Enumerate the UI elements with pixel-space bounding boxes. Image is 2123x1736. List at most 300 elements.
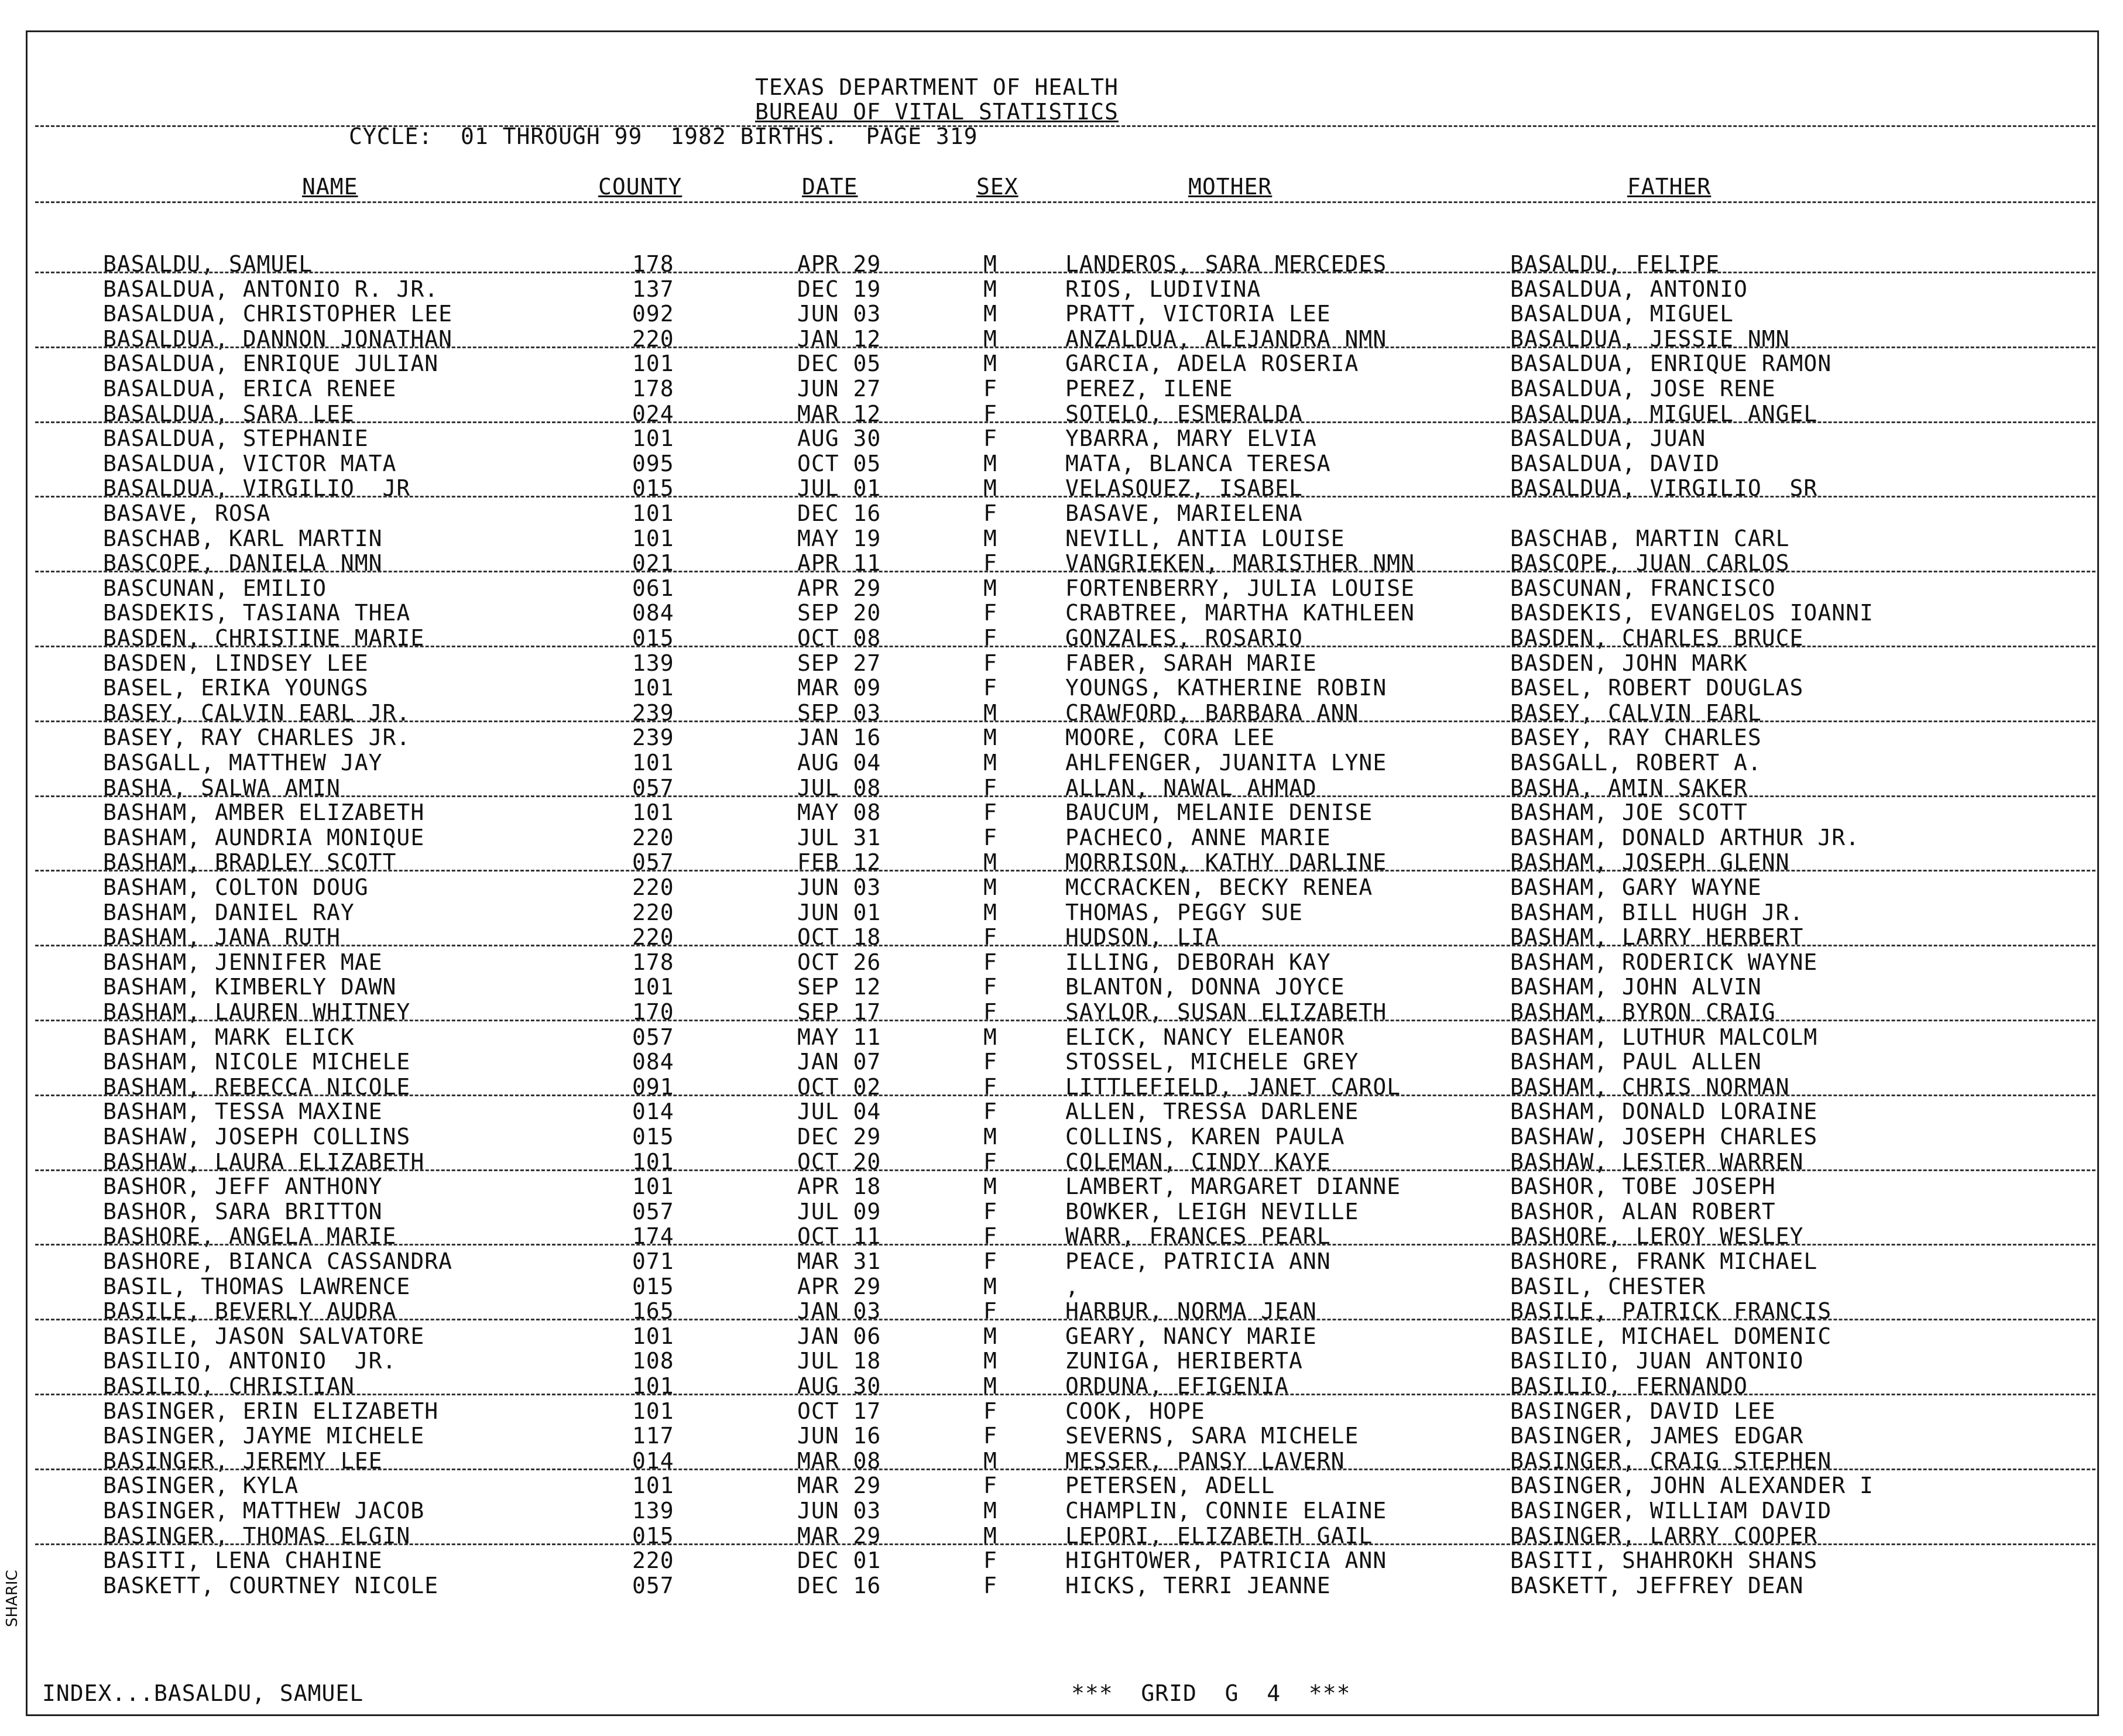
table-row [0, 1324, 2123, 1349]
cell-name: BASHAM, BRADLEY SCOTT [103, 849, 397, 876]
cell-county: 220 [632, 899, 674, 925]
cell-county: 139 [632, 1498, 674, 1524]
column-header-county: COUNTY [598, 174, 682, 200]
table-row [0, 1274, 2123, 1299]
cell-sex: F [983, 1248, 997, 1274]
cell-father: BASHAM, GARY WAYNE [1510, 874, 1762, 900]
cell-mother: WARR, FRANCES PEARL [1065, 1223, 1331, 1250]
cell-name: BASALDUA, CHRISTOPHER LEE [103, 301, 452, 327]
cell-sex: M [983, 1174, 997, 1200]
footer-grid: *** GRID G 4 *** [1071, 1680, 1351, 1706]
cell-father: BASDEKIS, EVANGELOS IOANNI [1510, 600, 1874, 626]
cell-name: BASINGER, ERIN ELIZABETH [103, 1398, 439, 1424]
cell-mother: PETERSEN, ADELL [1065, 1473, 1275, 1499]
cell-name: BASHAM, REBECCA NICOLE [103, 1073, 411, 1100]
cell-county: 057 [632, 1198, 674, 1224]
cell-mother: BLANTON, DONNA JOYCE [1065, 974, 1345, 1000]
cell-father: BASILE, PATRICK FRANCIS [1510, 1298, 1832, 1325]
cell-sex: M [983, 1522, 997, 1549]
cell-sex: F [983, 550, 997, 577]
cell-date: FEB 12 [797, 849, 882, 876]
cell-mother: AHLFENGER, JUANITA LYNE [1065, 750, 1387, 776]
cell-date: JUL 18 [797, 1348, 882, 1374]
cell-sex: M [983, 1323, 997, 1349]
cell-mother: COOK, HOPE [1065, 1398, 1205, 1424]
table-row [0, 800, 2123, 825]
cell-sex: F [983, 1572, 997, 1598]
table-row [0, 451, 2123, 476]
table-row [0, 1423, 2123, 1448]
cell-sex: M [983, 899, 997, 925]
cell-sex: F [983, 974, 997, 1000]
cell-date: JUN 03 [797, 874, 882, 900]
cell-name: BASHOR, SARA BRITTON [103, 1198, 383, 1224]
cell-mother: LITTLEFIELD, JANET CAROL [1065, 1073, 1401, 1100]
cell-father: BASHAM, JOHN ALVIN [1510, 974, 1762, 1000]
cell-father: BASHAM, JOE SCOTT [1510, 800, 1748, 826]
cell-mother: HUDSON, LIA [1065, 924, 1219, 951]
cell-date: APR 11 [797, 550, 882, 577]
cell-county: 117 [632, 1423, 674, 1449]
cell-date: MAY 19 [797, 525, 882, 551]
cell-father: BASHAM, PAUL ALLEN [1510, 1049, 1762, 1075]
cell-father: BASHAW, JOSEPH CHARLES [1510, 1124, 1818, 1150]
cell-sex: F [983, 800, 997, 826]
cell-county: 101 [632, 1323, 674, 1349]
cell-sex: F [983, 1298, 997, 1325]
cell-father: BASHAM, CHRIS NORMAN [1510, 1073, 1790, 1100]
table-row [0, 1498, 2123, 1523]
cell-sex: F [983, 1049, 997, 1075]
cell-sex: F [983, 924, 997, 951]
cell-name: BASHAM, DANIEL RAY [103, 899, 355, 925]
cell-father: BASHORE, FRANK MICHAEL [1510, 1248, 1818, 1274]
cell-father: BASHAM, JOSEPH GLENN [1510, 849, 1790, 876]
cell-name: BASEY, RAY CHARLES JR. [103, 725, 411, 751]
cell-county: 220 [632, 924, 674, 951]
cell-sex: M [983, 1348, 997, 1374]
cell-county: 101 [632, 500, 674, 526]
cell-father: BASHORE, LEROY WESLEY [1510, 1223, 1804, 1250]
cell-name: BASAVE, ROSA [103, 500, 271, 526]
cell-name: BASEY, CALVIN EARL JR. [103, 699, 411, 726]
cell-mother: ILLING, DEBORAH KAY [1065, 949, 1331, 975]
cell-father: BASHAM, DONALD ARTHUR JR. [1510, 824, 1860, 850]
cell-sex: F [983, 376, 997, 402]
cell-mother: CRABTREE, MARTHA KATHLEEN [1065, 600, 1415, 626]
table-row [0, 1473, 2123, 1498]
cell-mother: FORTENBERRY, JULIA LOUISE [1065, 575, 1415, 601]
cell-sex: F [983, 650, 997, 676]
cell-name: BASHAM, AUNDRIA MONIQUE [103, 824, 425, 850]
cell-mother: GARCIA, ADELA ROSERIA [1065, 351, 1359, 377]
cell-date: DEC 29 [797, 1124, 882, 1150]
cell-county: 178 [632, 251, 674, 277]
cell-father: BASHA, AMIN SAKER [1510, 774, 1748, 801]
cell-county: 101 [632, 1174, 674, 1200]
cell-date: APR 29 [797, 1273, 882, 1299]
cell-name: BASEL, ERIKA YOUNGS [103, 675, 369, 701]
cell-date: JAN 12 [797, 325, 882, 352]
row-separator [35, 1469, 2095, 1470]
table-row [0, 825, 2123, 850]
cell-date: JUL 09 [797, 1198, 882, 1224]
cell-father: BASHAM, BYRON CRAIG [1510, 999, 1776, 1025]
cell-mother: LEPORI, ELIZABETH GAIL [1065, 1522, 1373, 1549]
cell-county: 014 [632, 1447, 674, 1474]
cell-county: 071 [632, 1248, 674, 1274]
cell-mother: GEARY, NANCY MARIE [1065, 1323, 1317, 1349]
footer-index: INDEX...BASALDU, SAMUEL [42, 1680, 364, 1706]
cell-county: 101 [632, 974, 674, 1000]
cell-mother: BASAVE, MARIELENA [1065, 500, 1303, 526]
cell-sex: F [983, 1073, 997, 1100]
cell-date: DEC 16 [797, 500, 882, 526]
cell-date: AUG 30 [797, 1373, 882, 1399]
cell-date: JAN 07 [797, 1049, 882, 1075]
cell-father: BASEY, RAY CHARLES [1510, 725, 1762, 751]
cell-mother: YOUNGS, KATHERINE ROBIN [1065, 675, 1387, 701]
table-row [0, 1349, 2123, 1373]
cell-date: MAR 31 [797, 1248, 882, 1274]
table-row [0, 725, 2123, 750]
cell-county: 101 [632, 1398, 674, 1424]
cell-date: JUL 31 [797, 824, 882, 850]
cell-mother: ZUNIGA, HERIBERTA [1065, 1348, 1303, 1374]
header-bureau: BUREAU OF VITAL STATISTICS [755, 99, 1119, 125]
cell-name: BASHORE, ANGELA MARIE [103, 1223, 397, 1250]
cell-sex: M [983, 325, 997, 352]
cell-name: BASALDUA, DANNON JONATHAN [103, 325, 452, 352]
cell-mother: SEVERNS, SARA MICHELE [1065, 1423, 1359, 1449]
cell-date: MAR 08 [797, 1447, 882, 1474]
cell-county: 057 [632, 1024, 674, 1050]
cell-name: BASHAW, JOSEPH COLLINS [103, 1124, 411, 1150]
cell-county: 101 [632, 675, 674, 701]
cell-county: 015 [632, 625, 674, 651]
cell-sex: F [983, 625, 997, 651]
table-row [0, 1548, 2123, 1573]
cell-mother: HARBUR, NORMA JEAN [1065, 1298, 1317, 1325]
cell-father: BASINGER, JOHN ALEXANDER I [1510, 1473, 1874, 1499]
cell-father: BASALDUA, MIGUEL [1510, 301, 1734, 327]
cell-name: BASALDUA, VICTOR MATA [103, 450, 397, 476]
cell-county: 101 [632, 525, 674, 551]
cell-county: 139 [632, 650, 674, 676]
cell-father: BASHAM, DONALD LORAINE [1510, 1099, 1818, 1125]
cell-county: 101 [632, 1373, 674, 1399]
cell-date: OCT 26 [797, 949, 882, 975]
cell-county: 015 [632, 1273, 674, 1299]
cell-name: BASHOR, JEFF ANTHONY [103, 1174, 383, 1200]
cell-date: OCT 17 [797, 1398, 882, 1424]
row-separator [35, 870, 2095, 872]
cell-mother: MESSER, PANSY LAVERN [1065, 1447, 1345, 1474]
cell-name: BASHA, SALWA AMIN [103, 774, 341, 801]
cell-mother: ANZALDUA, ALEJANDRA NMN [1065, 325, 1387, 352]
table-row [0, 875, 2123, 900]
table-row [0, 675, 2123, 700]
cell-county: 170 [632, 999, 674, 1025]
cell-father: BASALDUA, ENRIQUE RAMON [1510, 351, 1832, 377]
cell-county: 101 [632, 800, 674, 826]
cell-sex: M [983, 276, 997, 302]
cell-mother: ALLEN, TRESSA DARLENE [1065, 1099, 1359, 1125]
cell-county: 101 [632, 1148, 674, 1175]
cell-mother: PRATT, VICTORIA LEE [1065, 301, 1331, 327]
table-row [0, 301, 2123, 326]
cell-mother: STOSSEL, MICHELE GREY [1065, 1049, 1359, 1075]
table-row [0, 900, 2123, 925]
cell-mother: CRAWFORD, BARBARA ANN [1065, 699, 1359, 726]
cell-name: BASCOPE, DANIELA NMN [103, 550, 383, 577]
cell-name: BASALDUA, STEPHANIE [103, 426, 369, 452]
cell-name: BASDEN, LINDSEY LEE [103, 650, 369, 676]
cell-date: OCT 20 [797, 1148, 882, 1175]
cell-name: BASHAM, JANA RUTH [103, 924, 341, 951]
cell-father: BASALDUA, DAVID [1510, 450, 1720, 476]
cell-mother: COLEMAN, CINDY KAYE [1065, 1148, 1331, 1175]
cell-sex: M [983, 251, 997, 277]
cell-sex: F [983, 600, 997, 626]
cell-sex: M [983, 1498, 997, 1524]
cell-county: 220 [632, 325, 674, 352]
row-separator [35, 272, 2095, 273]
header-divider [35, 125, 2095, 127]
cell-name: BASHAM, TESSA MAXINE [103, 1099, 383, 1125]
cell-mother: LANDEROS, SARA MERCEDES [1065, 251, 1387, 277]
cell-name: BASHAM, JENNIFER MAE [103, 949, 383, 975]
column-header-father: FATHER [1627, 174, 1712, 200]
cell-date: APR 29 [797, 575, 882, 601]
cell-mother: PEACE, PATRICIA ANN [1065, 1248, 1331, 1274]
cell-sex: M [983, 1447, 997, 1474]
cell-sex: F [983, 675, 997, 701]
cell-date: OCT 05 [797, 450, 882, 476]
table-row [0, 1049, 2123, 1074]
cell-county: 220 [632, 1548, 674, 1574]
cell-father: BASDEN, JOHN MARK [1510, 650, 1748, 676]
cell-sex: M [983, 301, 997, 327]
cell-sex: M [983, 450, 997, 476]
cell-county: 108 [632, 1348, 674, 1374]
cell-county: 137 [632, 276, 674, 302]
table-row [0, 601, 2123, 625]
cell-sex: M [983, 1024, 997, 1050]
cell-county: 101 [632, 750, 674, 776]
cell-name: BASHAM, COLTON DOUG [103, 874, 369, 900]
cell-mother: ELICK, NANCY ELEANOR [1065, 1024, 1345, 1050]
cell-father: BASEL, ROBERT DOUGLAS [1510, 675, 1804, 701]
cell-county: 101 [632, 426, 674, 452]
table-row [0, 750, 2123, 775]
table-row [0, 1249, 2123, 1274]
cell-mother: RIOS, LUDIVINA [1065, 276, 1261, 302]
cell-sex: M [983, 874, 997, 900]
cell-date: APR 29 [797, 251, 882, 277]
cell-mother: THOMAS, PEGGY SUE [1065, 899, 1303, 925]
cell-father: BASALDUA, JUAN [1510, 426, 1706, 452]
cell-mother: SAYLOR, SUSAN ELIZABETH [1065, 999, 1387, 1025]
table-row [0, 1199, 2123, 1224]
cell-father: BASILIO, JUAN ANTONIO [1510, 1348, 1804, 1374]
cell-father: BASILIO, FERNANDO [1510, 1373, 1748, 1399]
row-separator [35, 1020, 2095, 1021]
cell-mother: COLLINS, KAREN PAULA [1065, 1124, 1345, 1150]
cell-county: 239 [632, 725, 674, 751]
table-row [0, 1573, 2123, 1598]
table-row [0, 1099, 2123, 1124]
cell-father: BASINGER, DAVID LEE [1510, 1398, 1776, 1424]
cell-date: DEC 16 [797, 1572, 882, 1598]
cell-father: BASCHAB, MARTIN CARL [1510, 525, 1790, 551]
row-separator [35, 1095, 2095, 1096]
cell-mother: MOORE, CORA LEE [1065, 725, 1275, 751]
cell-mother: NEVILL, ANTIA LOUISE [1065, 525, 1345, 551]
cell-sex: M [983, 750, 997, 776]
cell-sex: F [983, 1398, 997, 1424]
cell-mother: VELASQUEZ, ISABEL [1065, 475, 1303, 502]
row-separator [35, 721, 2095, 722]
cell-sex: F [983, 500, 997, 526]
cell-father: BASILE, MICHAEL DOMENIC [1510, 1323, 1832, 1349]
cell-father: BASCOPE, JUAN CARLOS [1510, 550, 1790, 577]
cell-county: 101 [632, 1473, 674, 1499]
table-row [0, 277, 2123, 301]
cell-date: OCT 11 [797, 1223, 882, 1250]
cell-name: BASHAM, KIMBERLY DAWN [103, 974, 397, 1000]
cell-date: JUN 27 [797, 376, 882, 402]
cell-name: BASALDUA, VIRGILIO JR [103, 475, 411, 502]
table-row [0, 1025, 2123, 1049]
cell-county: 015 [632, 1522, 674, 1549]
table-row [0, 376, 2123, 401]
cell-sex: F [983, 824, 997, 850]
table-row [0, 426, 2123, 451]
cell-date: JUL 04 [797, 1099, 882, 1125]
cell-father: BASEY, CALVIN EARL [1510, 699, 1762, 726]
cell-name: BASILE, BEVERLY AUDRA [103, 1298, 397, 1325]
cell-name: BASHAM, LAUREN WHITNEY [103, 999, 411, 1025]
row-separator [35, 571, 2095, 572]
cell-father: BASALDU, FELIPE [1510, 251, 1720, 277]
cell-name: BASHAW, LAURA ELIZABETH [103, 1148, 425, 1175]
cell-name: BASALDU, SAMUEL [103, 251, 313, 277]
cell-county: 174 [632, 1223, 674, 1250]
cell-sex: M [983, 1373, 997, 1399]
cell-sex: F [983, 1148, 997, 1175]
cell-name: BASGALL, MATTHEW JAY [103, 750, 383, 776]
cell-father: BASINGER, CRAIG STEPHEN [1510, 1447, 1832, 1474]
cell-county: 220 [632, 824, 674, 850]
cell-sex: F [983, 400, 997, 427]
cell-name: BASINGER, KYLA [103, 1473, 299, 1499]
row-separator [35, 945, 2095, 946]
cell-father: BASALDUA, JOSE RENE [1510, 376, 1776, 402]
cell-father: BASALDUA, VIRGILIO SR [1510, 475, 1818, 502]
cell-father: BASINGER, WILLIAM DAVID [1510, 1498, 1832, 1524]
cell-mother: HICKS, TERRI JEANNE [1065, 1572, 1331, 1598]
cell-county: 092 [632, 301, 674, 327]
cell-date: SEP 12 [797, 974, 882, 1000]
cell-date: JUN 01 [797, 899, 882, 925]
cell-sex: F [983, 1198, 997, 1224]
cell-sex: M [983, 475, 997, 502]
cell-sex: M [983, 725, 997, 751]
cell-county: 024 [632, 400, 674, 427]
cell-father: BASALDUA, ANTONIO [1510, 276, 1748, 302]
cell-sex: F [983, 426, 997, 452]
cell-father: BASDEN, CHARLES BRUCE [1510, 625, 1804, 651]
cell-father: BASKETT, JEFFREY DEAN [1510, 1572, 1804, 1598]
cell-name: BASHAM, NICOLE MICHELE [103, 1049, 411, 1075]
row-separator [35, 346, 2095, 348]
cell-name: BASINGER, JAYME MICHELE [103, 1423, 425, 1449]
cell-name: BASILE, JASON SALVATORE [103, 1323, 425, 1349]
cell-mother: LAMBERT, MARGARET DIANNE [1065, 1174, 1401, 1200]
cell-mother: MORRISON, KATHY DARLINE [1065, 849, 1387, 876]
row-separator [35, 1244, 2095, 1246]
cell-date: JAN 03 [797, 1298, 882, 1325]
cell-sex: M [983, 525, 997, 551]
cell-father: BASHOR, ALAN ROBERT [1510, 1198, 1776, 1224]
table-row [0, 975, 2123, 999]
column-header-divider [35, 201, 2095, 203]
cell-date: AUG 04 [797, 750, 882, 776]
cell-sex: F [983, 1223, 997, 1250]
cell-county: 091 [632, 1073, 674, 1100]
table-row [0, 1174, 2123, 1199]
column-header-mother: MOTHER [1188, 174, 1273, 200]
cell-name: BASINGER, JEREMY LEE [103, 1447, 383, 1474]
cell-date: MAR 29 [797, 1522, 882, 1549]
cell-date: OCT 18 [797, 924, 882, 951]
row-separator [35, 1169, 2095, 1171]
cell-name: BASINGER, MATTHEW JACOB [103, 1498, 425, 1524]
row-separator [35, 646, 2095, 647]
cell-name: BASDEN, CHRISTINE MARIE [103, 625, 425, 651]
row-separator [35, 1394, 2095, 1395]
cell-name: BASITI, LENA CHAHINE [103, 1548, 383, 1574]
cell-county: 084 [632, 600, 674, 626]
side-label: SHARIC [4, 1570, 21, 1627]
cell-sex: F [983, 774, 997, 801]
cell-name: BASKETT, COURTNEY NICOLE [103, 1572, 439, 1598]
cell-date: MAR 09 [797, 675, 882, 701]
cell-county: 165 [632, 1298, 674, 1325]
cell-father: BASGALL, ROBERT A. [1510, 750, 1762, 776]
cell-date: MAR 29 [797, 1473, 882, 1499]
table-row [0, 651, 2123, 675]
cell-father: BASALDUA, JESSIE NMN [1510, 325, 1790, 352]
cell-name: BASALDUA, ERICA RENEE [103, 376, 397, 402]
cell-county: 095 [632, 450, 674, 476]
header-cycle: CYCLE: 01 THROUGH 99 1982 BIRTHS. PAGE 319 [349, 123, 978, 149]
row-separator [35, 496, 2095, 498]
cell-name: BASHAM, MARK ELICK [103, 1024, 355, 1050]
cell-name: BASDEKIS, TASIANA THEA [103, 600, 411, 626]
cell-date: MAY 08 [797, 800, 882, 826]
cell-sex: M [983, 699, 997, 726]
cell-date: OCT 08 [797, 625, 882, 651]
cell-father: BASHAM, RODERICK WAYNE [1510, 949, 1818, 975]
cell-sex: F [983, 1099, 997, 1125]
cell-mother: ORDUNA, EFIGENIA [1065, 1373, 1289, 1399]
cell-mother: GONZALES, ROSARIO [1065, 625, 1303, 651]
cell-name: BASALDUA, ENRIQUE JULIAN [103, 351, 439, 377]
cell-sex: M [983, 1124, 997, 1150]
table-row [0, 950, 2123, 975]
